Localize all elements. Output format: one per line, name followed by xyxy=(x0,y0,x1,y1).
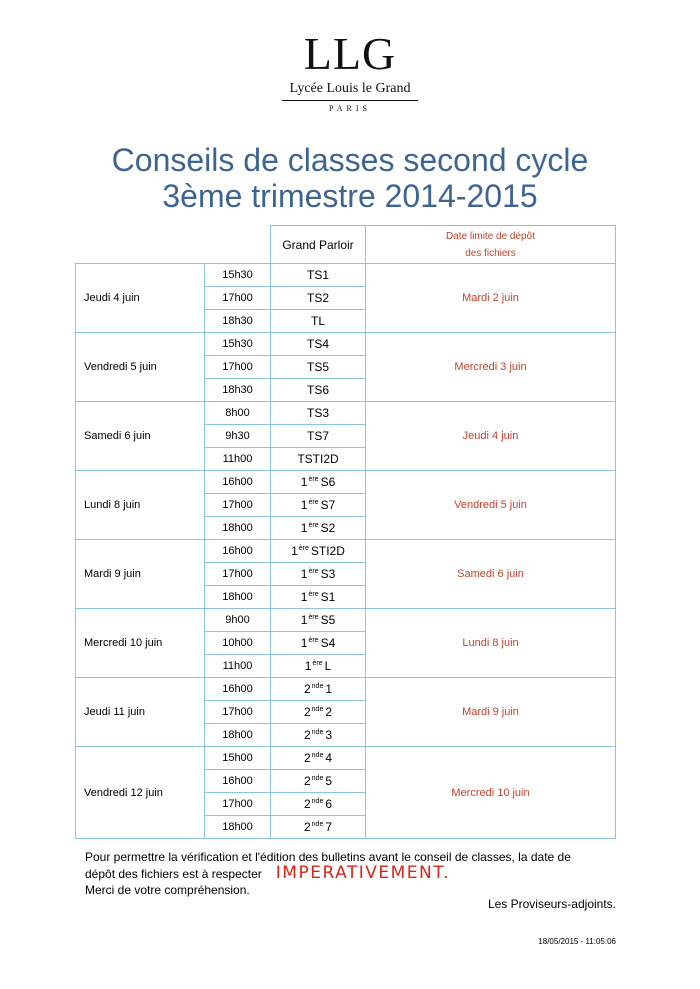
class-name: 1 xyxy=(325,682,333,696)
class-name: STI2D xyxy=(310,544,345,558)
time-cell: 16h00 xyxy=(205,471,271,494)
deadline-cell: Mercredi 3 juin xyxy=(366,333,616,402)
class-cell xyxy=(271,402,366,425)
time-cell: 16h00 xyxy=(205,770,271,793)
class-level: 2 xyxy=(303,728,311,742)
footer-note xyxy=(85,849,625,898)
table-row xyxy=(76,540,616,563)
class-level: 2 xyxy=(303,820,311,834)
class-level-suffix: ère xyxy=(308,637,319,644)
logo-mark: LLG xyxy=(303,28,397,79)
deadline-cell: Mardi 2 juin xyxy=(366,264,616,333)
class-level-suffix: ère xyxy=(312,660,323,667)
header-blank-cell xyxy=(205,226,271,264)
time-cell: 17h00 xyxy=(205,563,271,586)
header-deadline-line1: Date limite de dépôt xyxy=(446,230,535,242)
title-line-2: 3ème trimestre 2014-2015 xyxy=(162,178,538,214)
class-cell xyxy=(271,448,366,471)
note-line-2-text: dépôt des fichiers est à respecter xyxy=(85,867,262,881)
class-name: S5 xyxy=(320,613,336,627)
note-line-2 xyxy=(85,865,625,882)
class-level-suffix: ère xyxy=(298,545,309,552)
note-line-1: Pour permettre la vérification et l'édition des bulletins avant le conseil de classes, la date de xyxy=(85,850,571,864)
header-deadline xyxy=(366,226,616,264)
class-level-suffix: nde xyxy=(311,798,324,805)
class-level-suffix: ère xyxy=(308,522,319,529)
class-name: TL xyxy=(310,314,325,328)
class-level: 1 xyxy=(300,567,308,581)
class-level-suffix: ère xyxy=(308,568,319,575)
emphasis-word: IMPERATIVEMENT xyxy=(275,863,444,883)
time-cell: 16h00 xyxy=(205,678,271,701)
class-cell xyxy=(271,609,366,632)
class-level-suffix: ère xyxy=(308,499,319,506)
time-cell: 15h00 xyxy=(205,747,271,770)
class-level-suffix: nde xyxy=(311,752,324,759)
time-cell: 18h00 xyxy=(205,517,271,540)
class-name: 6 xyxy=(325,797,333,811)
class-level-suffix: ère xyxy=(308,476,319,483)
time-cell: 18h30 xyxy=(205,379,271,402)
class-name: TS6 xyxy=(306,383,329,397)
class-cell xyxy=(271,678,366,701)
class-name: 7 xyxy=(325,820,333,834)
day-cell: Mercredi 10 juin xyxy=(76,609,205,678)
time-cell: 18h30 xyxy=(205,310,271,333)
deadline-cell: Jeudi 4 juin xyxy=(366,402,616,471)
class-name: 5 xyxy=(325,774,333,788)
class-cell xyxy=(271,770,366,793)
time-cell: 17h00 xyxy=(205,287,271,310)
day-cell: Vendredi 5 juin xyxy=(76,333,205,402)
class-cell xyxy=(271,471,366,494)
time-cell: 10h00 xyxy=(205,632,271,655)
class-level-suffix: nde xyxy=(311,729,324,736)
time-cell: 18h00 xyxy=(205,586,271,609)
deadline-cell: Samedi 6 juin xyxy=(366,540,616,609)
time-cell: 17h00 xyxy=(205,701,271,724)
class-name: TS1 xyxy=(306,268,329,282)
class-cell xyxy=(271,701,366,724)
class-name: TS5 xyxy=(306,360,329,374)
schedule-body xyxy=(76,226,616,839)
class-name: S3 xyxy=(320,567,336,581)
header-blank-cell xyxy=(76,226,205,264)
print-timestamp: 18/05/2015 - 11:05:06 xyxy=(538,937,616,946)
class-cell xyxy=(271,747,366,770)
time-cell: 11h00 xyxy=(205,655,271,678)
class-name: 2 xyxy=(325,705,333,719)
class-level-suffix: nde xyxy=(311,821,324,828)
deadline-cell: Lundi 8 juin xyxy=(366,609,616,678)
class-name: S4 xyxy=(320,636,336,650)
table-row xyxy=(76,609,616,632)
school-city: PARIS xyxy=(329,104,371,113)
class-cell xyxy=(271,655,366,678)
time-cell: 17h00 xyxy=(205,494,271,517)
signature: Les Proviseurs-adjoints. xyxy=(487,897,616,911)
time-cell: 15h30 xyxy=(205,264,271,287)
class-level: 2 xyxy=(303,751,311,765)
emphasis-end: . xyxy=(443,863,451,883)
class-level: 1 xyxy=(304,659,312,673)
class-name: TS3 xyxy=(306,406,329,420)
header-deadline-line2: des fichiers xyxy=(465,247,516,259)
day-cell: Jeudi 4 juin xyxy=(76,264,205,333)
class-level: 1 xyxy=(300,636,308,650)
time-cell: 17h00 xyxy=(205,793,271,816)
class-level: 1 xyxy=(300,590,308,604)
class-name: S2 xyxy=(320,521,336,535)
class-name: 3 xyxy=(325,728,333,742)
class-level: 2 xyxy=(303,797,311,811)
class-cell xyxy=(271,540,366,563)
time-cell: 15h30 xyxy=(205,333,271,356)
deadline-cell: Vendredi 5 juin xyxy=(366,471,616,540)
class-level: 1 xyxy=(300,521,308,535)
class-level: 2 xyxy=(303,774,311,788)
class-cell xyxy=(271,425,366,448)
class-cell xyxy=(271,632,366,655)
header-room: Grand Parloir xyxy=(271,226,366,264)
class-name: S6 xyxy=(320,475,336,489)
class-level: 2 xyxy=(303,682,311,696)
class-level: 2 xyxy=(303,705,311,719)
day-cell: Jeudi 11 juin xyxy=(76,678,205,747)
class-cell xyxy=(271,333,366,356)
time-cell: 16h00 xyxy=(205,540,271,563)
time-cell: 8h00 xyxy=(205,402,271,425)
class-level-suffix: nde xyxy=(311,706,324,713)
table-header-row xyxy=(76,226,616,264)
class-name: TS2 xyxy=(306,291,329,305)
class-name: 4 xyxy=(325,751,333,765)
table-row xyxy=(76,264,616,287)
class-level-suffix: nde xyxy=(311,775,324,782)
class-name: S1 xyxy=(320,590,336,604)
class-name: S7 xyxy=(320,498,336,512)
class-cell xyxy=(271,724,366,747)
class-cell xyxy=(271,586,366,609)
class-cell xyxy=(271,563,366,586)
class-level-suffix: ère xyxy=(308,591,319,598)
class-name: L xyxy=(324,659,332,673)
class-cell xyxy=(271,816,366,839)
class-name: TS7 xyxy=(306,429,329,443)
class-level: 1 xyxy=(291,544,298,558)
class-level-suffix: nde xyxy=(311,683,324,690)
logo-divider xyxy=(282,100,418,101)
school-logo xyxy=(0,30,700,114)
class-cell xyxy=(271,494,366,517)
class-level: 1 xyxy=(300,613,308,627)
table-row xyxy=(76,402,616,425)
page-title xyxy=(0,142,700,214)
class-cell xyxy=(271,379,366,402)
class-name: TS4 xyxy=(306,337,329,351)
class-cell xyxy=(271,310,366,333)
table-row xyxy=(76,747,616,770)
day-cell: Samedi 6 juin xyxy=(76,402,205,471)
deadline-cell: Mardi 9 juin xyxy=(366,678,616,747)
day-cell: Lundi 8 juin xyxy=(76,471,205,540)
note-line-3: Merci de votre compréhension. xyxy=(85,883,250,897)
day-cell: Vendredi 12 juin xyxy=(76,747,205,839)
time-cell: 9h30 xyxy=(205,425,271,448)
class-cell xyxy=(271,287,366,310)
time-cell: 17h00 xyxy=(205,356,271,379)
deadline-cell: Mercredi 10 juin xyxy=(366,747,616,839)
time-cell: 11h00 xyxy=(205,448,271,471)
time-cell: 18h00 xyxy=(205,724,271,747)
class-cell xyxy=(271,264,366,287)
class-cell xyxy=(271,517,366,540)
schedule-table xyxy=(75,225,616,839)
class-cell xyxy=(271,356,366,379)
class-level: 1 xyxy=(300,475,308,489)
class-level-suffix: ère xyxy=(308,614,319,621)
title-line-1: Conseils de classes second cycle xyxy=(111,142,589,178)
table-row xyxy=(76,678,616,701)
table-row xyxy=(76,333,616,356)
time-cell: 18h00 xyxy=(205,816,271,839)
class-cell xyxy=(271,793,366,816)
time-cell: 9h00 xyxy=(205,609,271,632)
school-name: Lycée Louis le Grand xyxy=(289,81,411,96)
class-name: TSTI2D xyxy=(297,452,339,466)
class-level: 1 xyxy=(300,498,308,512)
table-row xyxy=(76,471,616,494)
day-cell: Mardi 9 juin xyxy=(76,540,205,609)
